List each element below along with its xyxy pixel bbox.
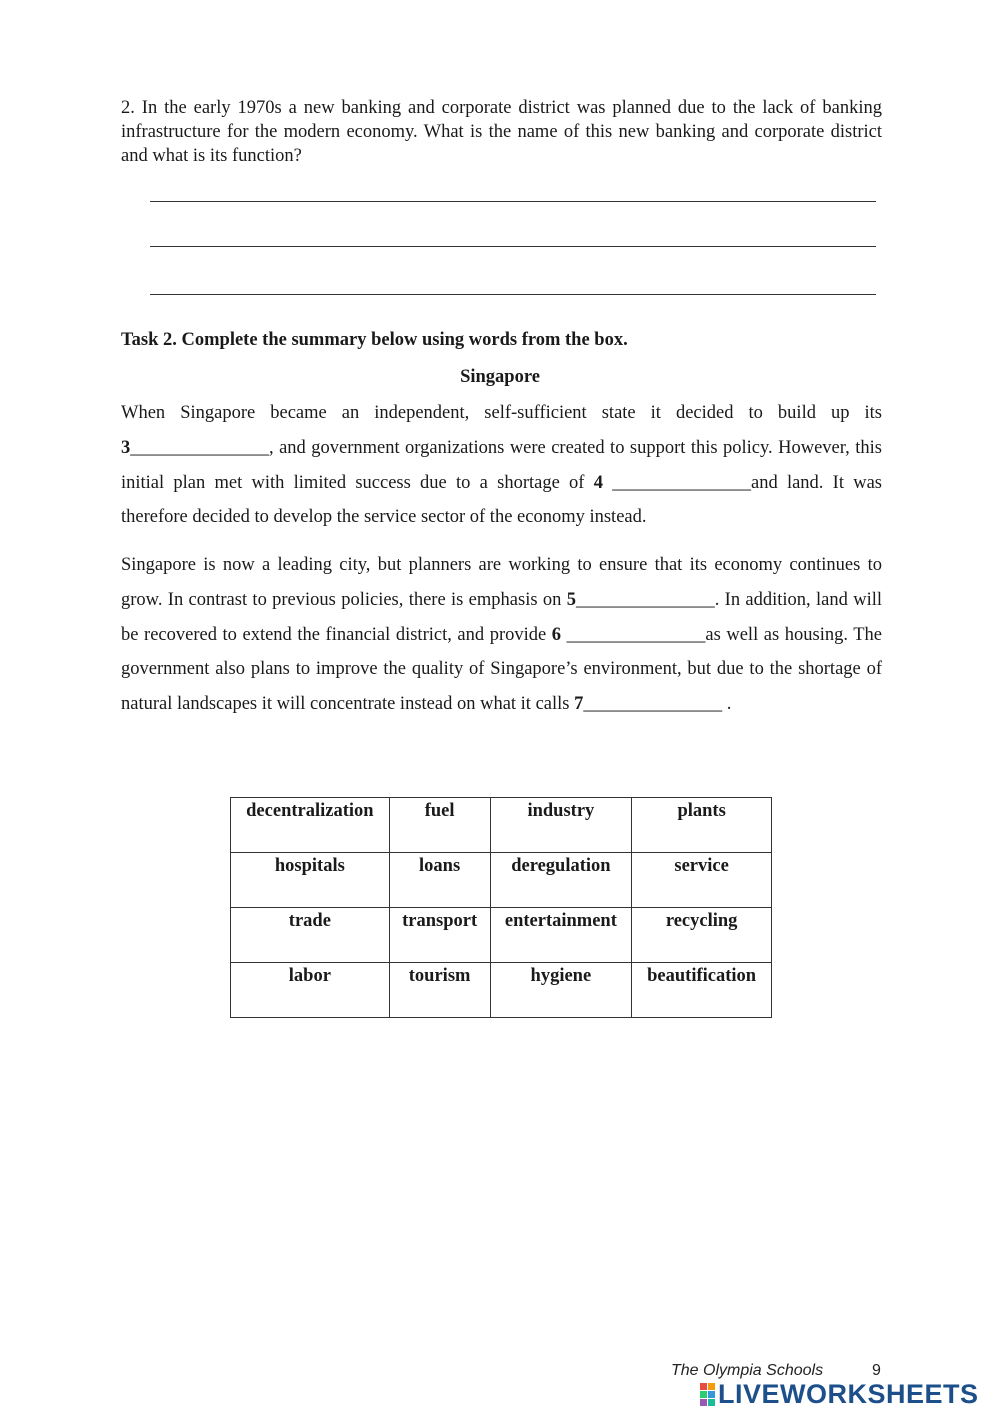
word-cell: entertainment xyxy=(490,908,632,963)
word-cell: hygiene xyxy=(490,963,632,1018)
word-cell: hospitals xyxy=(231,853,390,908)
question-2-text: 2. In the early 1970s a new banking and corporate district was planned due to the lack of banking infrastructure for the modern economy. What is the name of this new banking and corporate district and what is its function? xyxy=(121,98,882,166)
answer-line[interactable] xyxy=(150,201,876,202)
logo-block xyxy=(700,1391,707,1398)
logo-block xyxy=(708,1391,715,1398)
blank-line: _______________ xyxy=(612,472,751,493)
word-box-table xyxy=(230,797,772,1018)
word-cell: industry xyxy=(490,798,632,853)
word-box-row xyxy=(231,963,772,1018)
answer-line[interactable] xyxy=(150,246,876,247)
blank-line: _______________ xyxy=(575,589,715,610)
blank-number: 5 xyxy=(566,589,576,610)
blank-6[interactable] xyxy=(552,625,706,645)
summary-text: . xyxy=(722,694,732,715)
blank-number: 7 xyxy=(574,694,584,715)
word-cell: beautification xyxy=(632,963,772,1018)
task-2-heading: Task 2. Complete the summary below using words from the box. xyxy=(121,330,628,350)
word-cell: service xyxy=(632,853,772,908)
summary-title: Singapore xyxy=(460,367,540,387)
word-box-row xyxy=(231,908,772,963)
summary-paragraph-2 xyxy=(121,548,882,722)
blank-3[interactable] xyxy=(121,438,269,458)
blank-7[interactable] xyxy=(574,694,722,714)
logo-block xyxy=(708,1383,715,1390)
logo-block xyxy=(708,1399,715,1406)
page-number: 9 xyxy=(872,1362,881,1379)
word-cell: plants xyxy=(632,798,772,853)
word-cell: transport xyxy=(389,908,490,963)
blank-5[interactable] xyxy=(567,590,715,610)
word-cell: decentralization xyxy=(231,798,390,853)
summary-text: as well as housing. The government also plans to improve the quality of Singapore’s environment, but due to the shortage of natural landscapes it will concentrate instead on what it calls xyxy=(121,624,882,715)
logo-text: LIVEWORKSHEETS xyxy=(718,1378,979,1409)
summary-text: . In addition, land will be recovered to extend the financial district, and provide xyxy=(121,589,882,645)
summary-text: and land. It was therefore decided to develop the service sector of the economy instead. xyxy=(121,472,883,528)
word-box-row xyxy=(231,798,772,853)
answer-line[interactable] xyxy=(150,294,876,295)
logo-blocks-icon xyxy=(700,1383,715,1406)
word-cell: tourism xyxy=(389,963,490,1018)
word-cell: loans xyxy=(389,853,490,908)
summary-text: Singapore is now a leading city, but planners are working to ensure that its economy continues to grow. In contrast to previous policies, there is emphasis on xyxy=(121,555,882,610)
summary-paragraph-1 xyxy=(121,396,882,535)
footer-school-name: The Olympia Schools xyxy=(671,1362,824,1379)
summary-text: When Singapore became an independent, self-sufficient state it decided to build up its xyxy=(121,403,882,423)
logo-block xyxy=(700,1399,707,1406)
liveworksheets-logo[interactable] xyxy=(700,1377,979,1411)
blank-number: 3 xyxy=(121,437,131,458)
blank-line: _______________ xyxy=(566,624,706,645)
word-cell: labor xyxy=(231,963,390,1018)
blank-line: _______________ xyxy=(130,437,269,458)
word-cell: deregulation xyxy=(490,853,632,908)
blank-line: _______________ xyxy=(583,694,723,715)
word-cell: trade xyxy=(231,908,390,963)
blank-4[interactable] xyxy=(594,473,751,493)
logo-block xyxy=(700,1383,707,1390)
word-box-row xyxy=(231,853,772,908)
summary-text: , and government organizations were created to support this policy. However, this initial plan met with limited success due to a shortage of xyxy=(121,437,882,493)
blank-number: 6 xyxy=(551,624,562,645)
word-cell: recycling xyxy=(632,908,772,963)
blank-number: 4 xyxy=(593,472,603,493)
word-cell: fuel xyxy=(389,798,490,853)
